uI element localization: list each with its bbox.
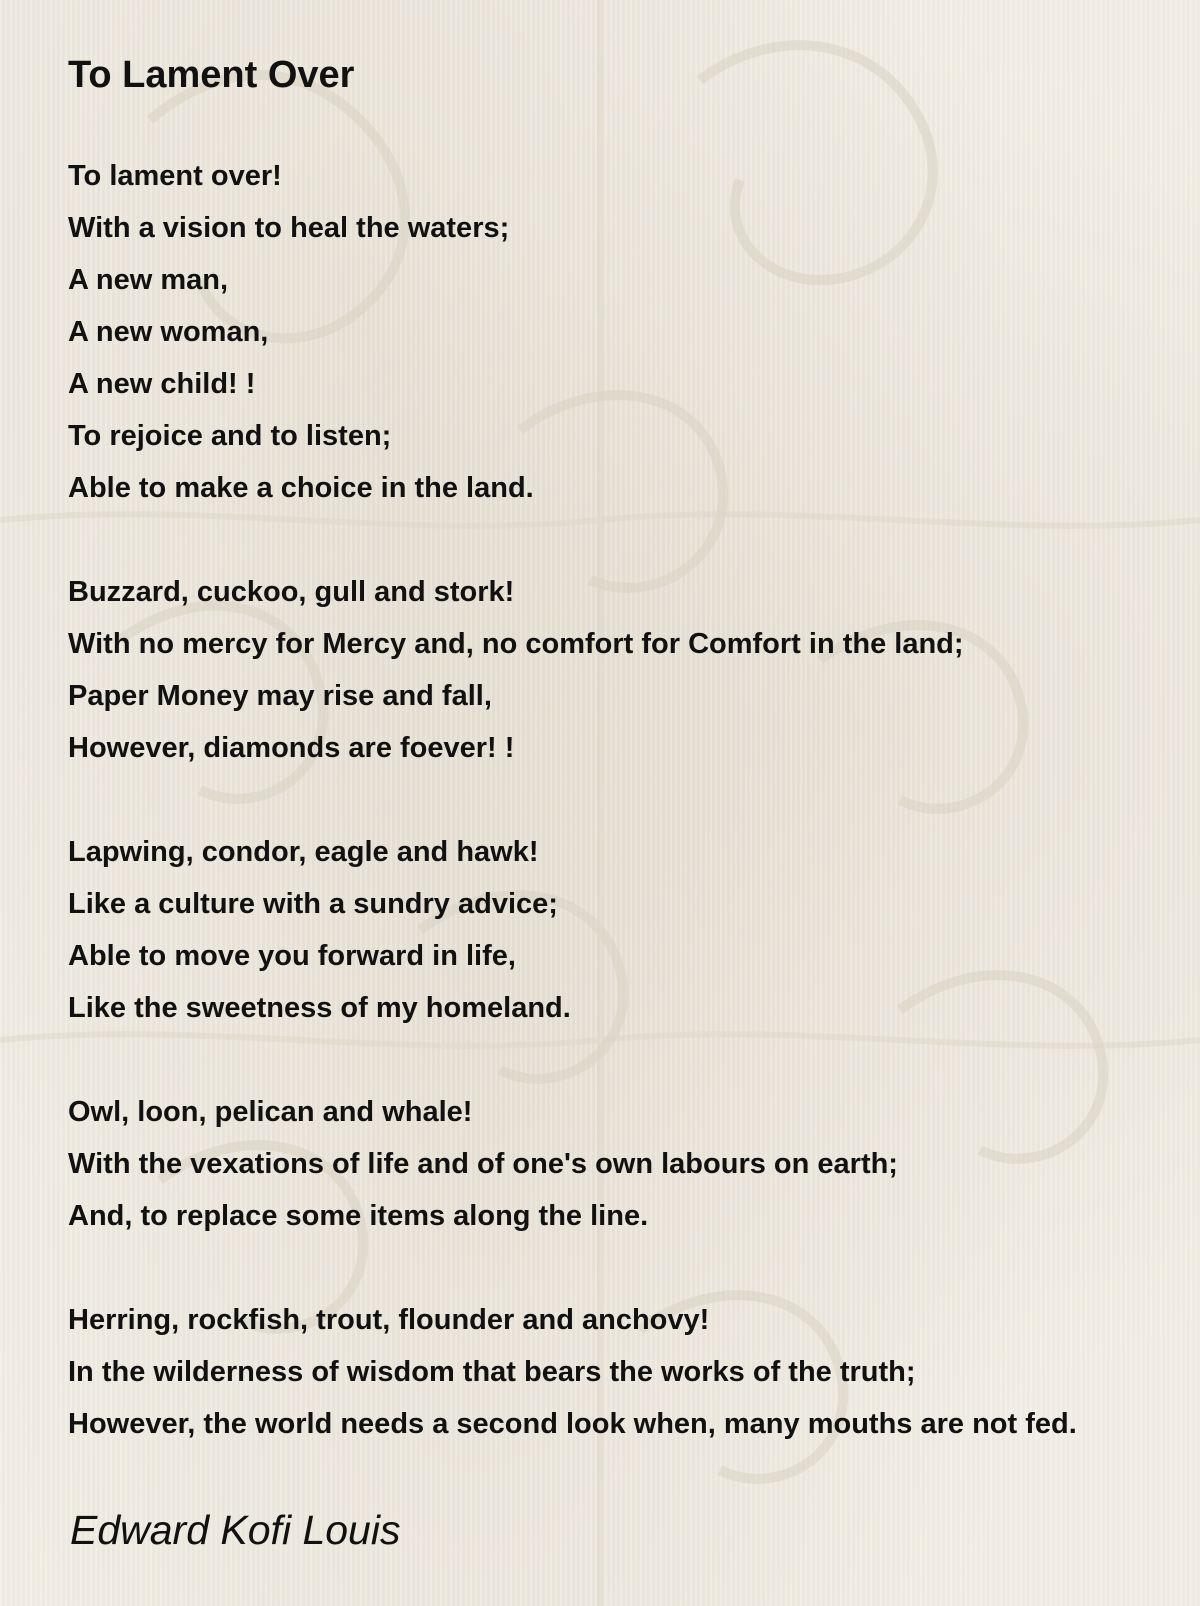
poem-line: With a vision to heal the waters; bbox=[68, 212, 510, 244]
poem-line: Lapwing, condor, eagle and hawk! bbox=[68, 836, 539, 868]
poem-line: Owl, loon, pelican and whale! bbox=[68, 1096, 473, 1128]
poem-line: A new man, bbox=[68, 264, 229, 296]
poem-line: Able to move you forward in life, bbox=[68, 940, 516, 972]
poem-line: With the vexations of life and of one's own labours on earth; bbox=[68, 1148, 898, 1180]
poem-line: Paper Money may rise and fall, bbox=[68, 680, 492, 712]
stanza-5 bbox=[68, 1294, 1077, 1450]
poem-author: Edward Kofi Louis bbox=[70, 1507, 401, 1553]
poem-line: Like a culture with a sundry advice; bbox=[68, 888, 558, 920]
poem-line: In the wilderness of wisdom that bears the works of the truth; bbox=[68, 1356, 916, 1388]
poem-line: And, to replace some items along the line. bbox=[68, 1200, 649, 1232]
poem-body bbox=[68, 150, 1077, 1502]
poem-title: To Lament Over bbox=[68, 54, 355, 96]
stanza-4 bbox=[68, 1086, 1077, 1242]
stanza-3 bbox=[68, 826, 1077, 1034]
poem-line: To rejoice and to listen; bbox=[68, 420, 392, 452]
poem-line: Able to make a choice in the land. bbox=[68, 472, 534, 504]
poem-line: However, diamonds are foever! ! bbox=[68, 732, 515, 764]
poem-line: A new woman, bbox=[68, 316, 269, 348]
stanza-2 bbox=[68, 566, 1077, 774]
stanza-1 bbox=[68, 150, 1077, 514]
poem-line: To lament over! bbox=[68, 160, 282, 192]
poem-line: A new child! ! bbox=[68, 368, 256, 400]
poem-line: Herring, rockfish, trout, flounder and anchovy! bbox=[68, 1304, 710, 1336]
poem-line: Buzzard, cuckoo, gull and stork! bbox=[68, 576, 515, 608]
poem-line: However, the world needs a second look when, many mouths are not fed. bbox=[68, 1408, 1077, 1440]
poem-line: With no mercy for Mercy and, no comfort for Comfort in the land; bbox=[68, 628, 964, 660]
poem-line: Like the sweetness of my homeland. bbox=[68, 992, 571, 1024]
